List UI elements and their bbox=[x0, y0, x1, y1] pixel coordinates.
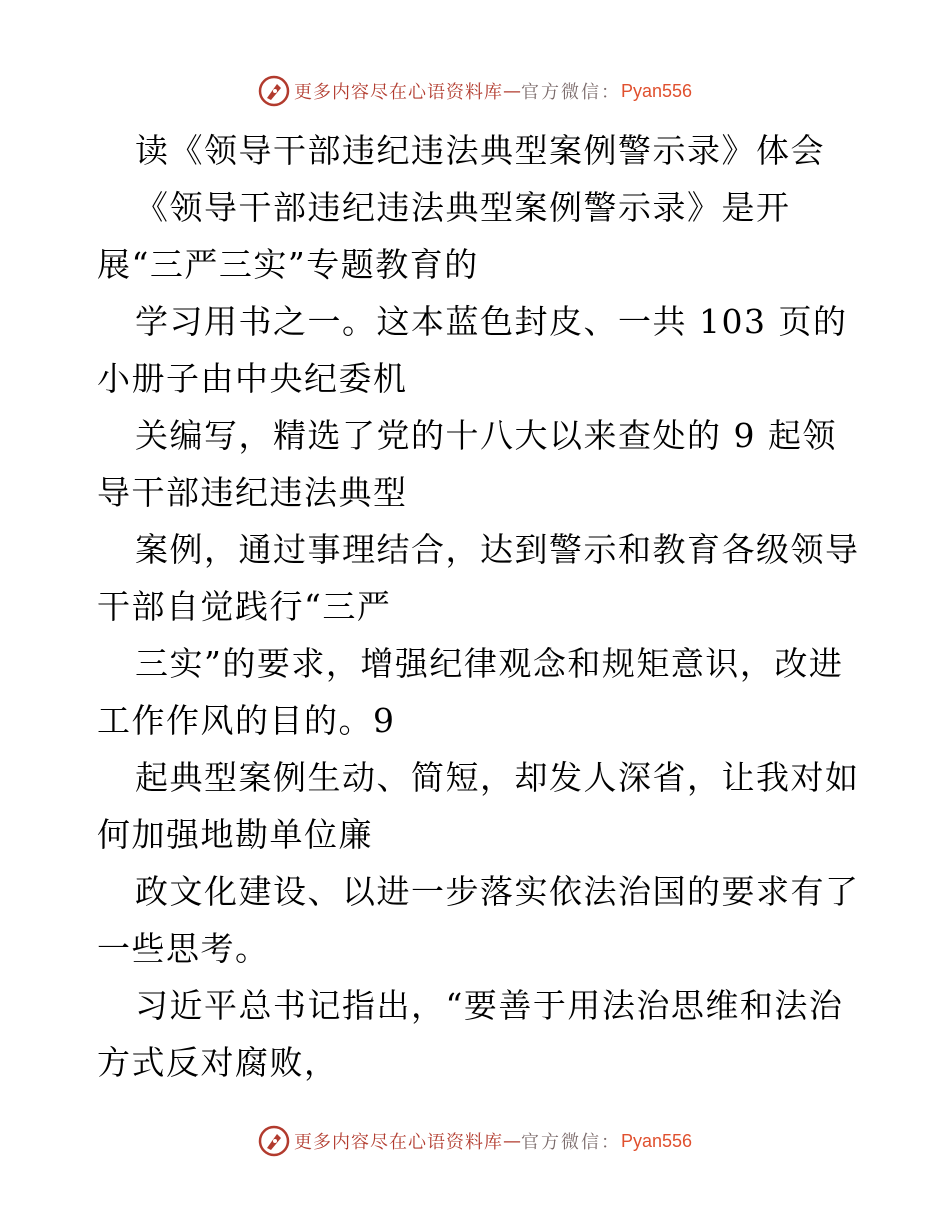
text-line: 案例，通过事理结合，达到警示和教育各级领导 bbox=[135, 530, 860, 569]
text-line: 小册子由中央纪委机 bbox=[97, 359, 408, 398]
text-line: 《领导干部违纪违法典型案例警示录》是开 bbox=[135, 188, 791, 227]
text-line: 展“三严三实”专题教育的 bbox=[97, 245, 479, 284]
watermark-dash: — bbox=[502, 80, 521, 102]
text-line: 方式反对腐败， bbox=[97, 1043, 339, 1082]
watermark-label: 官方微信： bbox=[520, 82, 621, 103]
document-body bbox=[97, 122, 867, 1091]
text-line: 三实”的要求，增强纪律观念和规矩意识，改进 bbox=[135, 644, 844, 683]
watermark-dash: — bbox=[502, 1130, 521, 1152]
watermark-handle: Pyan556 bbox=[620, 1130, 693, 1151]
watermark-text: 更多内容尽在心语资料库 bbox=[293, 1132, 503, 1153]
pen-nib-logo-icon bbox=[258, 75, 290, 107]
text-line: 导干部违纪违法典型 bbox=[97, 473, 408, 512]
header-watermark bbox=[0, 71, 950, 111]
text-line: 干部自觉践行“三严 bbox=[97, 587, 392, 626]
watermark-label: 官方微信： bbox=[520, 1132, 621, 1153]
text-line: 关编写，精选了党的十八大以来查处的 9 起领 bbox=[135, 416, 837, 455]
text-line: 一些思考。 bbox=[97, 929, 270, 968]
text-line: 起典型案例生动、简短，却发人深省，让我对如 bbox=[135, 758, 860, 797]
text-line: 政文化建设、以进一步落实依法治国的要求有了 bbox=[135, 872, 860, 911]
text-line: 习近平总书记指出，“要善于用法治思维和法治 bbox=[135, 986, 844, 1025]
watermark-handle: Pyan556 bbox=[620, 80, 693, 101]
footer-watermark bbox=[0, 1121, 950, 1161]
document-title: 读《领导干部违纪违法典型案例警示录》体会 bbox=[135, 131, 825, 170]
text-line: 学习用书之一。这本蓝色封皮、一共 103 页的 bbox=[135, 302, 848, 341]
pen-nib-logo-icon bbox=[258, 1125, 290, 1157]
text-line: 何加强地勘单位廉 bbox=[97, 815, 373, 854]
text-line: 工作作风的目的。9 bbox=[97, 701, 396, 740]
watermark-text: 更多内容尽在心语资料库 bbox=[293, 82, 503, 103]
